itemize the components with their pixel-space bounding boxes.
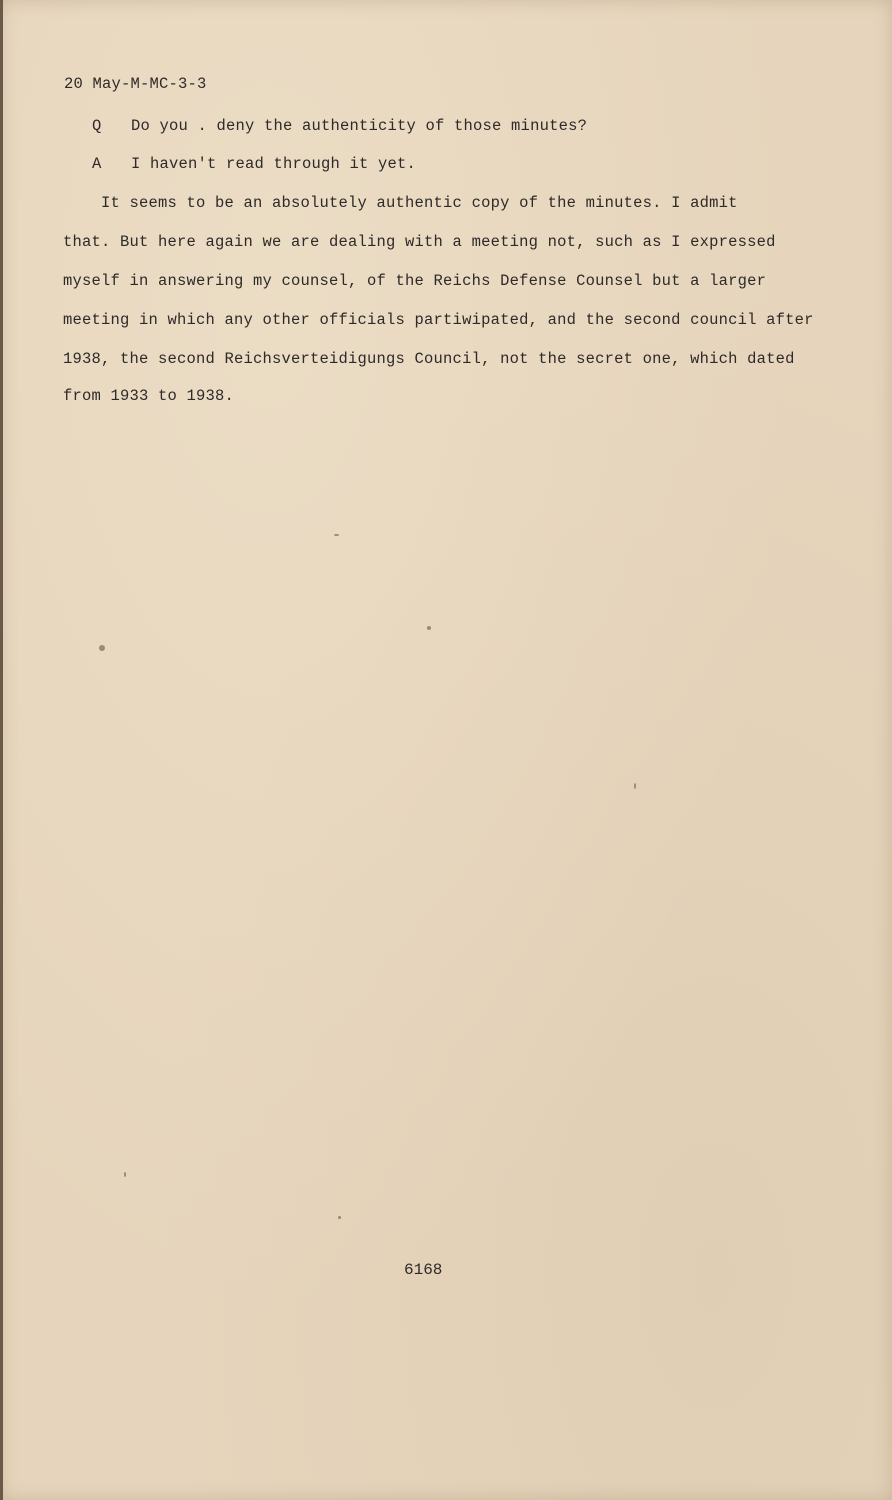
paragraph-line: that. But here again we are dealing with a meeting not, such as I expressed	[63, 233, 776, 251]
paper-speck	[427, 626, 431, 630]
paragraph-line: myself in answering my counsel, of the Reichs Defense Counsel but a larger	[63, 272, 767, 290]
page-number: 6168	[404, 1261, 443, 1279]
paper-speck	[338, 1216, 341, 1219]
paper-speck	[634, 783, 636, 789]
page-edge	[0, 0, 3, 1500]
answer-text: I haven't read through it yet.	[131, 155, 417, 173]
answer-marker: A	[92, 155, 102, 173]
paper-speck	[99, 645, 105, 651]
paragraph-line: It seems to be an absolutely authentic copy of the minutes. I admit	[63, 194, 738, 212]
question-marker: Q	[92, 117, 102, 135]
paragraph-line: 1938, the second Reichsverteidigungs Council, not the secret one, which dated	[63, 350, 795, 368]
document-header: 20 May-M-MC-3-3	[64, 75, 207, 93]
paragraph-line: meeting in which any other officials partiwipated, and the second council after	[63, 311, 814, 329]
paragraph-line: from 1933 to 1938.	[63, 387, 235, 405]
paper-speck	[334, 534, 339, 536]
question-text: Do you . deny the authenticity of those minutes?	[131, 117, 588, 135]
paper-speck	[124, 1172, 126, 1177]
